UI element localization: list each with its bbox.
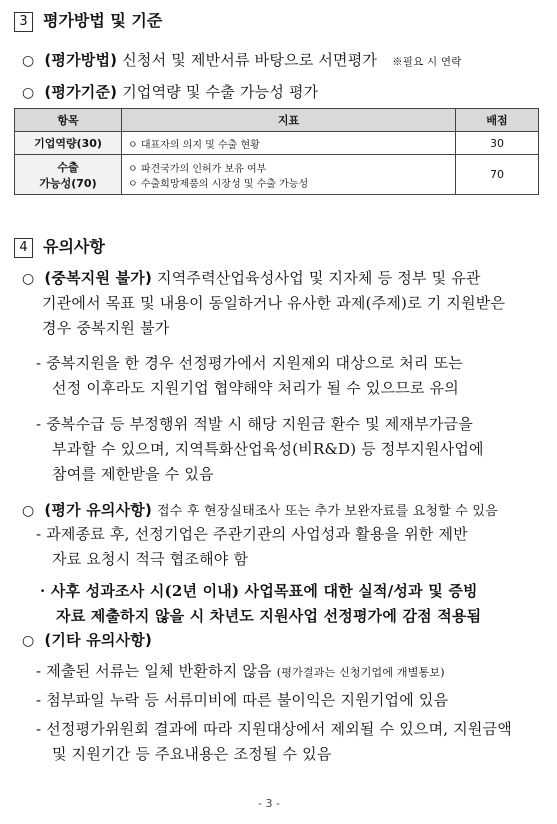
- section-number-box: 4: [14, 238, 33, 258]
- dot-item: · 사후 성과조사 시(2년 이내) 사업목표에 대한 실적/성과 및 증빙: [40, 582, 478, 600]
- section-4-heading: [14, 234, 105, 258]
- item-label: (평가 유의사항): [44, 501, 153, 519]
- section-title: 평가방법 및 기준: [43, 11, 163, 30]
- dash-item: - 제출된 서류는 일체 반환하지 않음 (평가결과는 신청기업에 개별통보): [36, 662, 445, 680]
- item-note: (평가결과는 신청기업에 개별통보): [276, 666, 445, 679]
- item-text-line: 경우 중복지원 불가: [42, 319, 170, 337]
- table-row: [15, 155, 539, 195]
- evaluation-table: [14, 108, 539, 195]
- item-label: (중복지원 불가): [44, 269, 153, 287]
- row-category: 기업역량(30): [15, 132, 122, 155]
- header-item: 항목: [15, 109, 122, 132]
- row-category: 수출 가능성(70): [15, 155, 122, 195]
- row-score: 30: [456, 132, 539, 155]
- item-text: 기업역량 및 수출 가능성 평가: [122, 83, 319, 101]
- item-label: (평가방법): [44, 51, 118, 69]
- dash-item: - 첨부파일 누락 등 서류미비에 따른 불이익은 지원기업에 있음: [36, 691, 449, 709]
- eval-method-item: [22, 49, 462, 70]
- dash-item-line: 참여를 제한받을 수 있음: [52, 465, 214, 483]
- other-caution-item: [22, 629, 152, 650]
- section-3-heading: [14, 8, 162, 32]
- dash-item-line: 부과할 수 있으며, 지역특화산업육성(비R&D) 등 정부지원사업에: [52, 440, 484, 458]
- item-note: ※필요 시 연락: [392, 56, 462, 68]
- eval-criteria-item: [22, 81, 318, 102]
- item-text: 신청서 및 제반서류 바탕으로 서면평가: [122, 51, 378, 69]
- dot-item-line: 자료 제출하지 않을 시 차년도 지원사업 선정평가에 감점 적용됨: [56, 607, 482, 625]
- circle-bullet-icon: ○: [22, 503, 35, 519]
- section-title: 유의사항: [43, 237, 105, 256]
- header-indicator: 지표: [122, 109, 456, 132]
- item-text-line: 기관에서 목표 및 내용이 동일하거나 유사한 과제(주제)로 기 지원받은: [42, 294, 506, 312]
- page-number: - 3 -: [258, 797, 280, 810]
- dash-item: - 과제종료 후, 선정기업은 주관기관의 사업성과 활용을 위한 제반: [36, 525, 468, 543]
- item-text: 접수 후 현장실태조사 또는 추가 보완자료를 요청할 수 있음: [157, 504, 498, 519]
- header-score: 배점: [456, 109, 539, 132]
- dash-item-line: 자료 요청시 적극 협조해야 함: [52, 550, 249, 568]
- row-indicators: ㅇ 대표자의 의지 및 수출 현황: [122, 132, 456, 155]
- circle-bullet-icon: ○: [22, 53, 35, 69]
- dash-item-line: 선정 이후라도 지원기업 협약해약 처리가 될 수 있으므로 유의: [52, 379, 459, 397]
- table-row: [15, 132, 539, 155]
- row-indicators: ㅇ 파견국가의 인허가 보유 여부 ㅇ 수출희망제품의 시장성 및 수출 가능성: [122, 155, 456, 195]
- dash-item-line: 및 지원기간 등 주요내용은 조정될 수 있음: [52, 745, 332, 763]
- dash-item: - 중복수급 등 부정행위 적발 시 해당 지원금 환수 및 제재부가금을: [36, 415, 473, 433]
- item-label: (기타 유의사항): [44, 631, 153, 649]
- table-header-row: [15, 109, 539, 132]
- item-text: 지역주력산업육성사업 및 지자체 등 정부 및 유관: [157, 269, 481, 287]
- dash-item: - 선정평가위원회 결과에 따라 지원대상에서 제외될 수 있으며, 지원금액: [36, 720, 512, 738]
- section-number-box: 3: [14, 12, 33, 32]
- circle-bullet-icon: ○: [22, 271, 35, 287]
- eval-caution-item: [22, 499, 498, 520]
- duplicate-support-item: [22, 267, 481, 288]
- dash-item: - 중복지원을 한 경우 선정평가에서 지원제외 대상으로 처리 또는: [36, 354, 463, 372]
- circle-bullet-icon: ○: [22, 85, 35, 101]
- item-label: (평가기준): [44, 83, 118, 101]
- circle-bullet-icon: ○: [22, 633, 35, 649]
- row-score: 70: [456, 155, 539, 195]
